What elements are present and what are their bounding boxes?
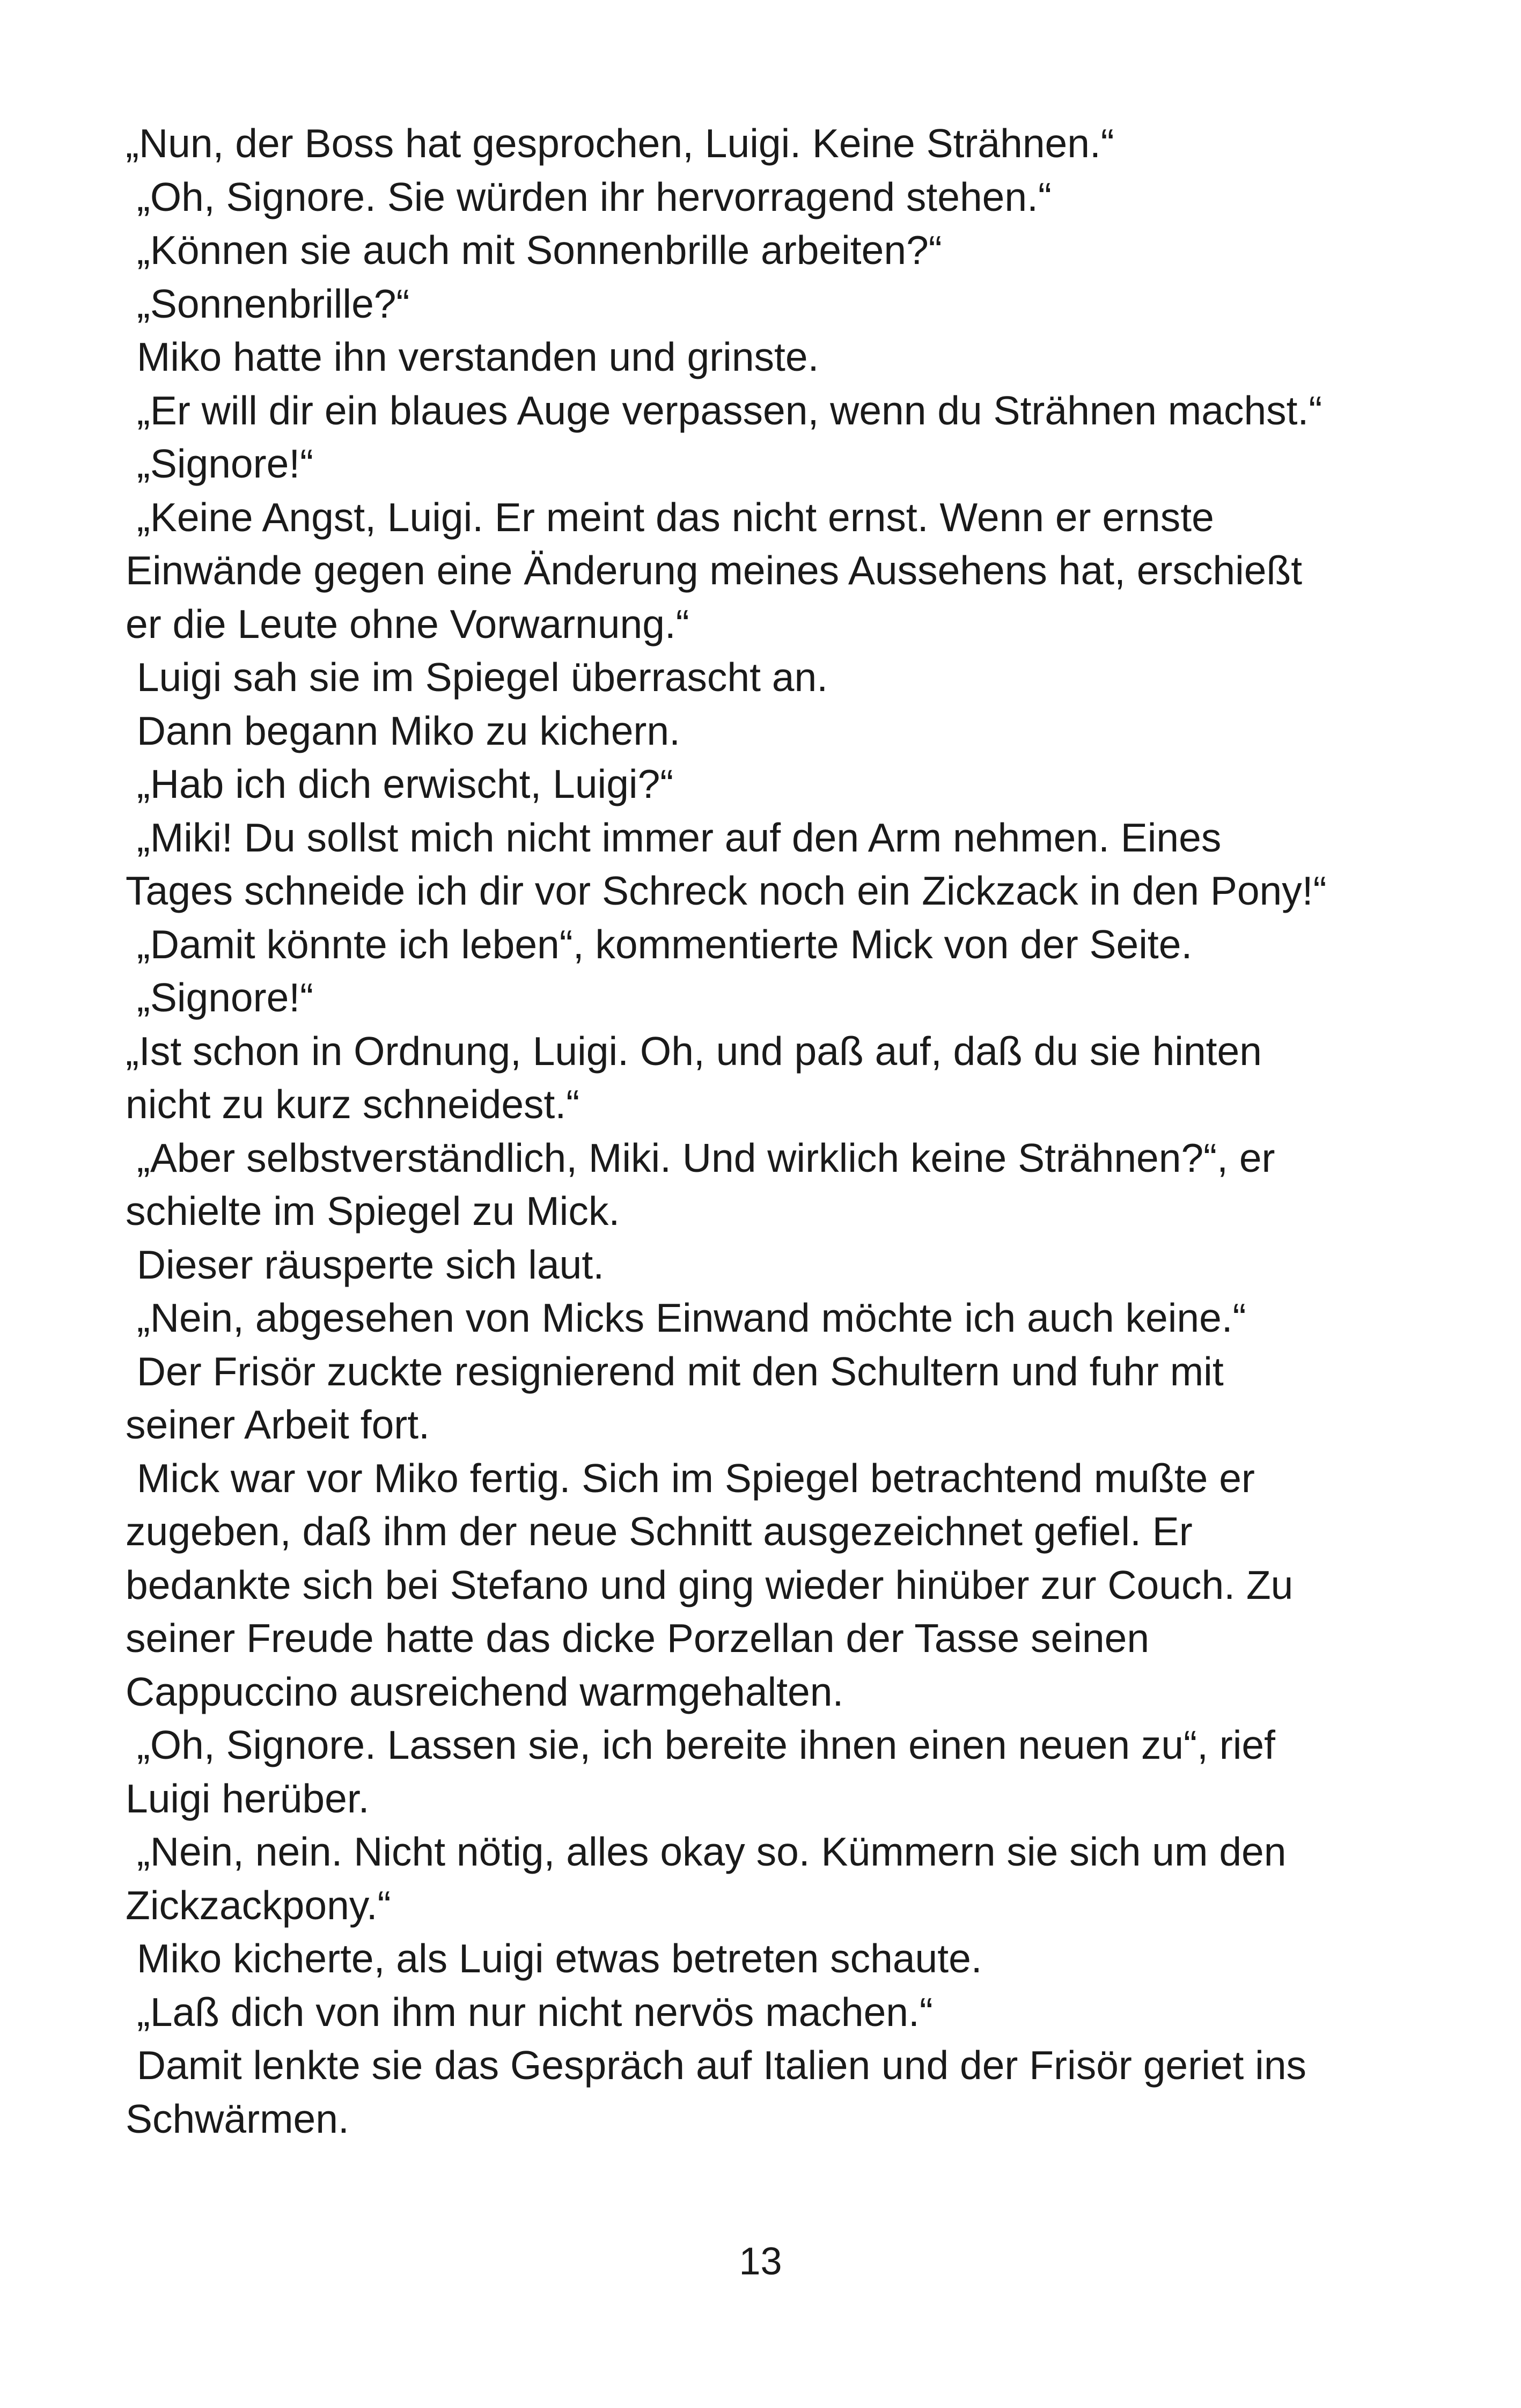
text-line: Zickzackpony.“ (126, 1882, 391, 1928)
text-line: „Nein, nein. Nicht nötig, alles okay so. Kümmern sie sich um den (126, 1829, 1287, 1874)
page-number: 13 (739, 2240, 782, 2283)
text-line: „Aber selbstverständlich, Miki. Und wirklich keine Strähnen?“, er (126, 1135, 1275, 1180)
text-line: „Keine Angst, Luigi. Er meint das nicht ernst. Wenn er ernste (126, 494, 1214, 540)
text-line: Einwände gegen eine Änderung meines Aussehens hat, erschießt (126, 548, 1303, 593)
text-line: seiner Arbeit fort. (126, 1402, 430, 1447)
text-line: Tages schneide ich dir vor Schreck noch ein Zickzack in den Pony!“ (126, 868, 1327, 913)
text-line: Luigi herüber. (126, 1775, 370, 1821)
text-line: Miko kicherte, als Luigi etwas betreten schaute. (126, 1936, 982, 1981)
text-line: Miko hatte ihn verstanden und grinste. (126, 334, 819, 379)
text-line: er die Leute ohne Vorwarnung.“ (126, 601, 689, 647)
text-line: „Er will dir ein blaues Auge verpassen, wenn du Strähnen machst.“ (126, 387, 1322, 433)
text-line: Dann begann Miko zu kichern. (126, 708, 680, 753)
text-line: „Oh, Signore. Sie würden ihr hervorragend stehen.“ (126, 174, 1052, 219)
text-line: bedankte sich bei Stefano und ging wieder hinüber zur Couch. Zu (126, 1562, 1294, 1607)
text-line: „Signore!“ (126, 975, 314, 1020)
text-line: nicht zu kurz schneidest.“ (126, 1082, 580, 1127)
text-line: „Ist schon in Ordnung, Luigi. Oh, und paß auf, daß du sie hinten (126, 1028, 1262, 1074)
text-line: „Laß dich von ihm nur nicht nervös machen.“ (126, 1989, 933, 2035)
text-line: „Sonnenbrille?“ (126, 281, 410, 326)
text-line: „Hab ich dich erwischt, Luigi?“ (126, 761, 674, 806)
body-text (126, 117, 1402, 2146)
text-line: „Miki! Du sollst mich nicht immer auf den Arm nehmen. Eines (126, 814, 1222, 860)
text-line: Der Frisör zuckte resignierend mit den Schultern und fuhr mit (126, 1348, 1224, 1394)
text-line: „Nein, abgesehen von Micks Einwand möchte ich auch keine.“ (126, 1295, 1246, 1340)
text-line: „Oh, Signore. Lassen sie, ich bereite ihnen einen neuen zu“, rief (126, 1722, 1275, 1767)
text-line: seiner Freude hatte das dicke Porzellan der Tasse seinen (126, 1616, 1150, 1661)
text-line: Dieser räusperte sich laut. (126, 1242, 605, 1287)
text-line: „Nun, der Boss hat gesprochen, Luigi. Keine Strähnen.“ (126, 121, 1114, 166)
text-line: Cappuccino ausreichend warmgehalten. (126, 1669, 844, 1714)
text-line: schielte im Spiegel zu Mick. (126, 1188, 620, 1234)
text-line: Luigi sah sie im Spiegel überrascht an. (126, 655, 828, 700)
text-line: zugeben, daß ihm der neue Schnitt ausgezeichnet gefiel. Er (126, 1509, 1193, 1554)
text-line: „Damit könnte ich leben“, kommentierte Mick von der Seite. (126, 921, 1193, 967)
text-line: Schwärmen. (126, 2096, 349, 2141)
text-line: „Können sie auch mit Sonnenbrille arbeiten?“ (126, 227, 942, 273)
text-line: „Signore!“ (126, 441, 314, 486)
text-line: Damit lenkte sie das Gespräch auf Italien und der Frisör geriet ins (126, 2043, 1307, 2088)
text-line: Mick war vor Miko fertig. Sich im Spiegel betrachtend mußte er (126, 1455, 1255, 1501)
